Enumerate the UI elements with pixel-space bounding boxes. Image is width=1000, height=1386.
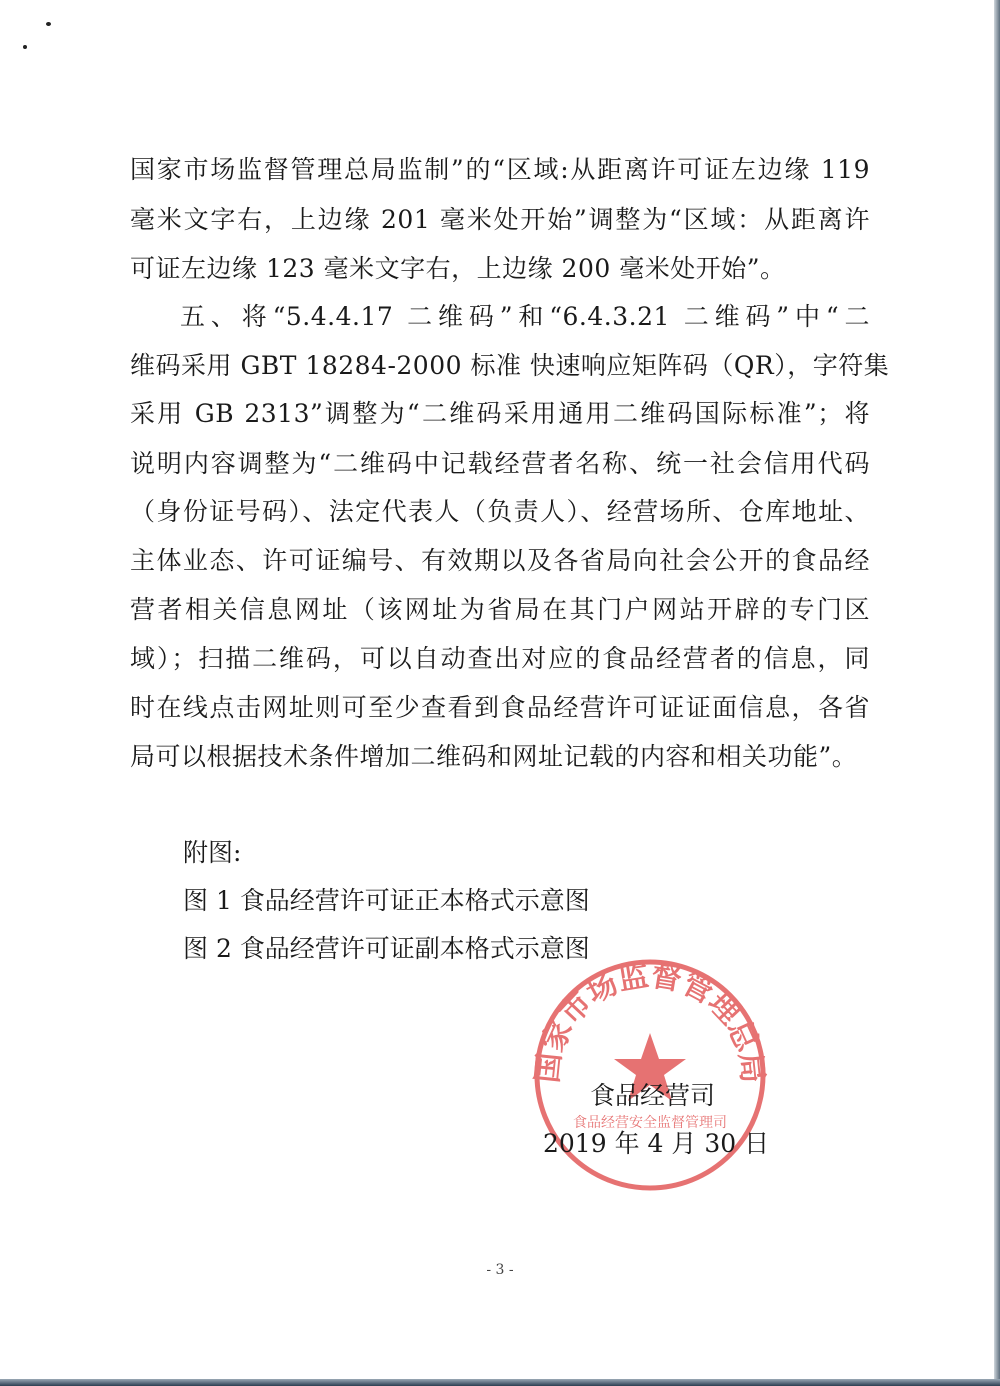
scan-speck bbox=[46, 22, 51, 26]
paragraph2-line: 时在线点击网址则可至少查看到食品经营许可证证面信息，各省 bbox=[130, 693, 870, 722]
signer: 食品经营司 bbox=[590, 1081, 716, 1110]
paragraph1-line: 毫米文字右，上边缘 201 毫米处开始”调整为“区域：从距离许 bbox=[130, 205, 870, 234]
scan-edge-right bbox=[994, 0, 1000, 1386]
page-number: - 3 - bbox=[486, 1262, 514, 1278]
paragraph2-line: 主体业态、许可证编号、有效期以及各省局向社会公开的食品经 bbox=[130, 546, 870, 575]
paragraph2-line: 说明内容调整为“二维码中记载经营者名称、统一社会信用代码 bbox=[130, 449, 870, 478]
scan-edge-bottom bbox=[0, 1379, 1000, 1386]
paragraph2-line: 五、将“5.4.4.17 二维码”和“6.4.3.21 二维码”中“二 bbox=[180, 302, 870, 331]
attachment-item: 图 1 食品经营许可证正本格式示意图 bbox=[183, 886, 590, 915]
attachment-item: 图 2 食品经营许可证副本格式示意图 bbox=[183, 934, 590, 963]
seal-inner-text: 食品经营安全监督管理司 bbox=[573, 1115, 727, 1131]
paragraph2-line: （身份证号码）、法定代表人（负责人）、经营场所、仓库地址、 bbox=[130, 497, 870, 526]
issue-date: 2019 年 4 月 30 日 bbox=[543, 1129, 770, 1158]
paragraph1-line: 可证左边缘 123 毫米文字右，上边缘 200 毫米处开始”。 bbox=[130, 254, 786, 283]
paragraph1-line: 国家市场监督管理总局监制”的“区域:从距离许可证左边缘 119 bbox=[130, 155, 870, 184]
seal-outer-text: 国家市场监督管理总局 bbox=[530, 958, 770, 1085]
paragraph2-line: 采用 GB 2313”调整为“二维码采用通用二维码国际标准”；将 bbox=[130, 399, 870, 428]
paragraph2-line: 域）；扫描二维码，可以自动查出对应的食品经营者的信息，同 bbox=[130, 644, 870, 673]
official-seal bbox=[530, 955, 770, 1195]
paragraph2-line: 营者相关信息网址（该网址为省局在其门户网站开辟的专门区 bbox=[130, 595, 870, 624]
paragraph2-line: 维码采用 GBT 18284-2000 标准 快速响应矩阵码（QR），字符集 bbox=[130, 351, 890, 380]
paragraph2-line: 局可以根据技术条件增加二维码和网址记载的内容和相关功能”。 bbox=[130, 742, 858, 771]
attachment-label: 附图: bbox=[183, 838, 242, 867]
scan-speck bbox=[23, 45, 27, 49]
